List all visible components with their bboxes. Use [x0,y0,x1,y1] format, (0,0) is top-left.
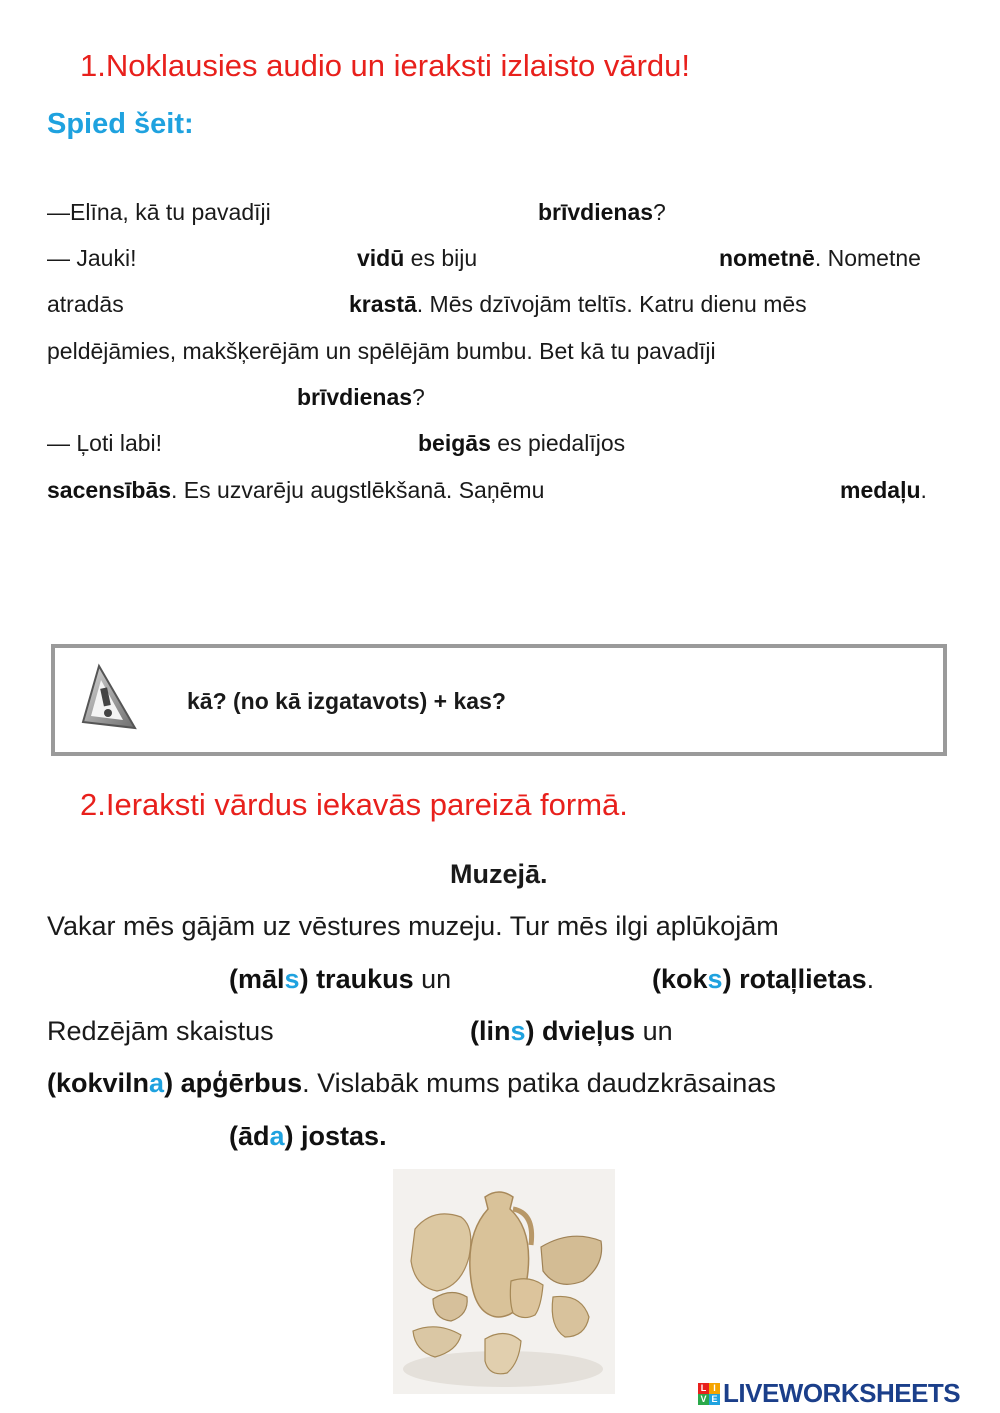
keyword: brīvdienas [297,384,413,410]
text: un [413,964,452,994]
text: — Jauki! [47,245,137,271]
dialogue-line-2 [47,244,136,272]
hint-ending: a [149,1068,165,1098]
story-line-5 [229,1120,387,1152]
story-line-3a: Redzējām skaistus [47,1016,274,1046]
liveworksheets-icon [698,1383,720,1405]
pottery-photo [393,1169,615,1394]
keyword: vidū [357,245,405,271]
noun: apģērbus [173,1068,303,1098]
hint-ending: s [510,1016,526,1046]
hint: ) [722,964,732,994]
keyword: brīvdienas [538,199,654,225]
keyword: beigās [418,430,491,456]
text: . [866,964,875,994]
story-line-3b [470,1015,673,1047]
dialogue-line-4 [47,337,716,365]
hint: ) [299,964,309,994]
text: ? [653,199,666,225]
hint: (ād [229,1121,270,1151]
liveworksheets-logo [698,1378,960,1409]
story-line-2a [229,963,451,995]
logo-letter: E [709,1394,720,1405]
dialogue-line-3 [47,290,124,318]
noun: dvieļus [534,1016,636,1046]
task2-heading [80,787,628,823]
dialogue-line-5 [297,383,425,411]
text: es piedalījos [490,430,626,456]
text: . Es uzvarēju augstlēkšanā. Saņēmu [171,477,545,503]
text: —Elīna, kā tu pavadīji [47,199,271,225]
text: un [635,1016,673,1046]
noun: traukus [308,964,414,994]
hint: ) [525,1016,535,1046]
dialogue-line-7 [47,476,544,504]
text: atradās [47,291,124,317]
dialogue-line-1 [47,198,271,226]
task1-number: 1. [80,48,106,83]
text: es biju [404,245,478,271]
text: . Nometne [814,245,921,271]
hint-ending: s [284,964,300,994]
logo-letter: V [698,1394,709,1405]
audio-link[interactable]: Spied šeit: [47,108,194,140]
dialogue-line-6 [47,429,162,457]
dialogue-line-1-end [538,198,666,226]
text: peldējāmies, makšķerējām un spēlējām bumbu. Bet kā tu pavadīji [47,338,716,364]
grammar-note-box [51,644,947,756]
dialogue-line-6-end [418,429,625,457]
story-line-4 [47,1067,776,1099]
keyword: nometnē [719,245,815,271]
hint: (kok [652,964,708,994]
logo-letter: L [698,1383,709,1394]
hint: (kokviln [47,1068,150,1098]
keyword: krastā [349,291,417,317]
brand-name: LIVEWORKSHEETS [723,1378,961,1408]
logo-letter: I [709,1383,720,1394]
hint-ending: s [707,964,723,994]
hint-ending: a [269,1121,285,1151]
pottery-shards-illustration [393,1169,615,1394]
task2-title: Ieraksti vārdus iekavās pareizā formā. [105,787,628,822]
dialogue-line-2-mid [357,244,477,272]
warning-triangle-icon [77,662,141,736]
text: ? [412,384,425,410]
keyword: medaļu [840,477,921,503]
hint: (māl [229,964,285,994]
hint: ) [284,1121,294,1151]
text: . Vislabāk mums patika daudzkrāsainas [302,1068,776,1098]
hint: ) [164,1068,174,1098]
task1-title: Noklausies audio un ieraksti izlaisto vārdu! [105,48,690,83]
text: — Ļoti labi! [47,430,163,456]
task2-number: 2. [80,787,106,822]
keyword: sacensībās [47,477,172,503]
noun: jostas. [293,1121,387,1151]
story-line-1: Vakar mēs gājām uz vēstures muzeju. Tur mēs ilgi aplūkojām [47,911,779,941]
text: . Mēs dzīvojām teltīs. Katru dienu mēs [416,291,807,317]
hint: (lin [470,1016,511,1046]
task1-heading [80,48,690,84]
grammar-note-text: kā? (no kā izgatavots) + kas? [187,688,506,714]
story-title: Muzejā. [450,859,548,889]
dialogue-line-2-end [719,244,921,272]
noun: rotaļlietas [731,964,867,994]
dialogue-line-3-end [349,290,807,318]
dialogue-line-7-end [840,476,927,504]
story-line-2b [652,963,874,995]
text: . [920,477,927,503]
